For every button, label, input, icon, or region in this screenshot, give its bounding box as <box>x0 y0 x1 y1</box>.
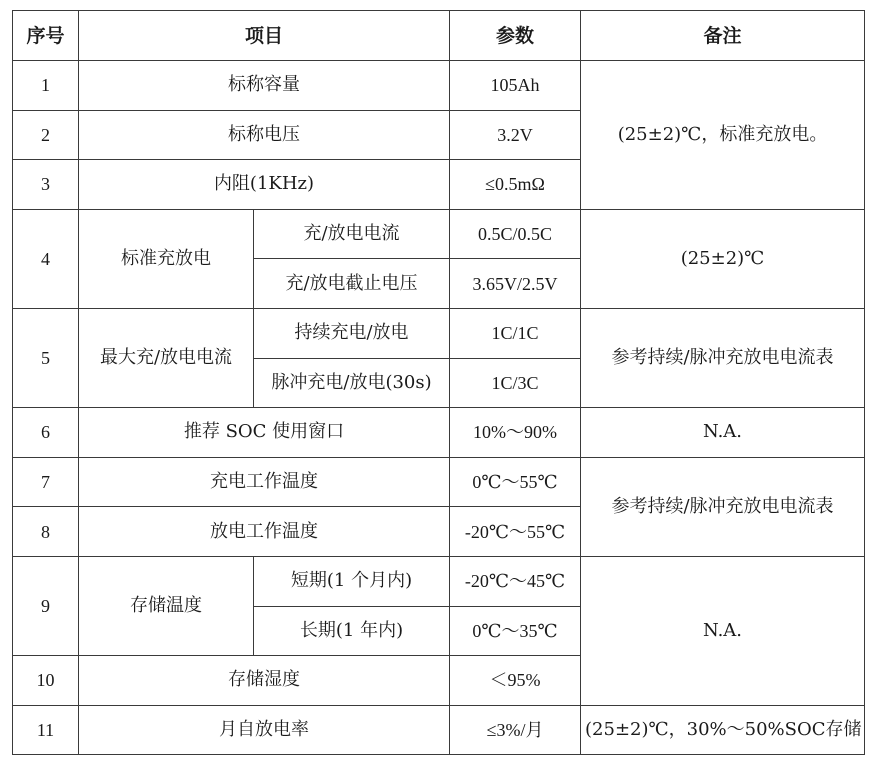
row-param: -20℃～45℃ <box>450 556 581 606</box>
table-row <box>13 308 865 358</box>
row-item: 推荐 SOC 使用窗口 <box>79 408 450 458</box>
header-index: 序号 <box>13 11 79 61</box>
header-row <box>13 11 865 61</box>
row-index: 5 <box>13 308 79 407</box>
row-index: 1 <box>13 61 79 111</box>
row-param: 1C/3C <box>450 358 581 408</box>
table-row <box>13 61 865 111</box>
row-item: 放电工作温度 <box>79 507 450 557</box>
row-item: 月自放电率 <box>79 705 450 755</box>
row-item: 存储温度 <box>79 556 254 655</box>
row-index: 2 <box>13 110 79 160</box>
row-param: 105Ah <box>450 61 581 111</box>
row-param: ≤0.5mΩ <box>450 160 581 210</box>
row-item: 标准充放电 <box>79 209 254 308</box>
row-note: N.A. <box>581 556 865 705</box>
row-subitem: 充/放电电流 <box>254 209 450 259</box>
row-index: 6 <box>13 408 79 458</box>
row-item: 最大充/放电电流 <box>79 308 254 407</box>
battery-spec-table <box>12 10 865 755</box>
row-item: 充电工作温度 <box>79 457 450 507</box>
row-note: (25±2)℃ <box>581 209 865 308</box>
row-param: 0.5C/0.5C <box>450 209 581 259</box>
row-subitem: 长期(1 年内) <box>254 606 450 656</box>
row-param: -20℃～55℃ <box>450 507 581 557</box>
table-row <box>13 457 865 507</box>
row-param: 10%～90% <box>450 408 581 458</box>
row-index: 7 <box>13 457 79 507</box>
row-param: 3.2V <box>450 110 581 160</box>
row-note: (25±2)℃，30%～50%SOC存储 <box>581 705 865 755</box>
row-index: 11 <box>13 705 79 755</box>
row-item: 内阻(1KHz) <box>79 160 450 210</box>
header-item: 项目 <box>79 11 450 61</box>
row-item: 标称电压 <box>79 110 450 160</box>
row-note: 参考持续/脉冲充放电电流表 <box>581 457 865 556</box>
row-param: 0℃～55℃ <box>450 457 581 507</box>
header-note: 备注 <box>581 11 865 61</box>
row-subitem: 短期(1 个月内) <box>254 556 450 606</box>
row-subitem: 充/放电截止电压 <box>254 259 450 309</box>
row-param: 0℃～35℃ <box>450 606 581 656</box>
row-note: 参考持续/脉冲充放电电流表 <box>581 308 865 407</box>
row-subitem: 脉冲充电/放电(30s) <box>254 358 450 408</box>
table-row <box>13 556 865 606</box>
header-param: 参数 <box>450 11 581 61</box>
row-item: 标称容量 <box>79 61 450 111</box>
table-row <box>13 209 865 259</box>
row-item: 存储湿度 <box>79 656 450 706</box>
row-param: ≤3%/月 <box>450 705 581 755</box>
row-subitem: 持续充电/放电 <box>254 308 450 358</box>
row-index: 9 <box>13 556 79 655</box>
row-index: 3 <box>13 160 79 210</box>
row-note: N.A. <box>581 408 865 458</box>
row-param: 3.65V/2.5V <box>450 259 581 309</box>
table-row <box>13 408 865 458</box>
row-param: 1C/1C <box>450 308 581 358</box>
row-note: (25±2)℃，标准充放电。 <box>581 61 865 210</box>
row-param: ＜95% <box>450 656 581 706</box>
table-row <box>13 705 865 755</box>
row-index: 4 <box>13 209 79 308</box>
row-index: 10 <box>13 656 79 706</box>
row-index: 8 <box>13 507 79 557</box>
